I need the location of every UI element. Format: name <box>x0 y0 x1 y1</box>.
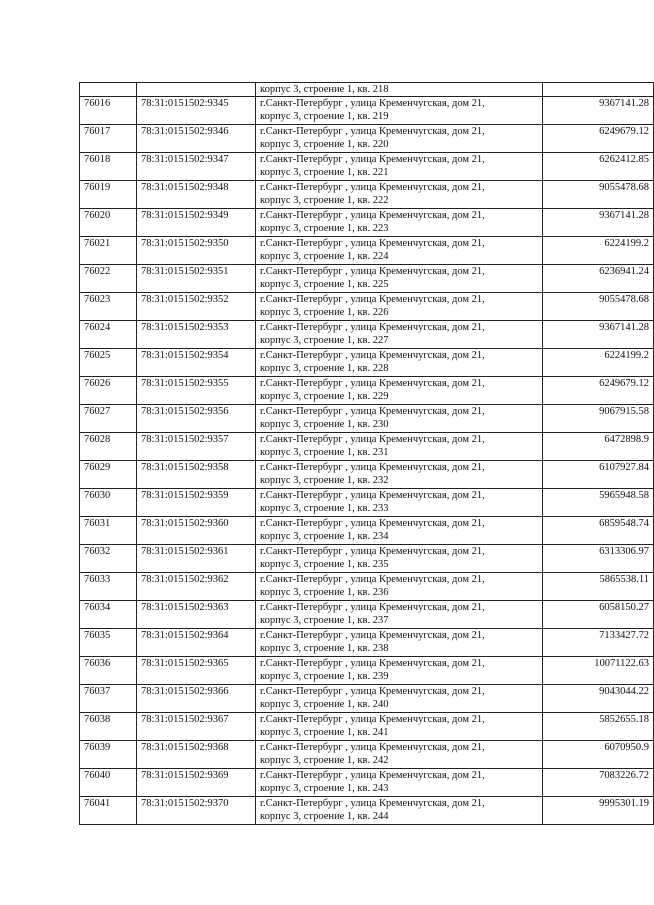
price-cell: 9367141.28 <box>543 209 654 237</box>
address-line-2: корпус 3, строение 1, кв. 237 <box>260 615 389 626</box>
table-row <box>80 629 654 657</box>
row-number-cell: 76017 <box>80 125 137 153</box>
address-line-2: корпус 3, строение 1, кв. 219 <box>260 111 389 122</box>
address-cell <box>256 293 543 321</box>
cadastral-number-cell: 78:31:0151502:9370 <box>137 797 256 825</box>
table-row <box>80 349 654 377</box>
cadastral-number-cell: 78:31:0151502:9345 <box>137 97 256 125</box>
table-row <box>80 181 654 209</box>
cadastral-number-cell: 78:31:0151502:9353 <box>137 321 256 349</box>
cadastral-number-cell: 78:31:0151502:9369 <box>137 769 256 797</box>
table-row-continuation <box>80 83 654 97</box>
price-cell: 6249679.12 <box>543 125 654 153</box>
price-cell: 9995301.19 <box>543 797 654 825</box>
cadastral-number-cell: 78:31:0151502:9347 <box>137 153 256 181</box>
address-line-2: корпус 3, строение 1, кв. 225 <box>260 279 389 290</box>
address-line-1: г.Санкт-Петербург , улица Кременчугская, дом 21, <box>260 462 485 473</box>
address-line-2: корпус 3, строение 1, кв. 228 <box>260 363 389 374</box>
address-line-2: корпус 3, строение 1, кв. 242 <box>260 755 389 766</box>
address-cell <box>256 573 543 601</box>
cadastral-number-cell: 78:31:0151502:9348 <box>137 181 256 209</box>
cadastral-number-cell: 78:31:0151502:9351 <box>137 265 256 293</box>
table-row <box>80 741 654 769</box>
address-line-2: корпус 3, строение 1, кв. 243 <box>260 783 389 794</box>
table-row <box>80 321 654 349</box>
address-line-1: г.Санкт-Петербург , улица Кременчугская, дом 21, <box>260 686 485 697</box>
row-number-cell: 76040 <box>80 769 137 797</box>
address-cell <box>256 83 543 97</box>
row-number-cell: 76020 <box>80 209 137 237</box>
row-number-cell: 76027 <box>80 405 137 433</box>
price-cell: 6249679.12 <box>543 377 654 405</box>
address-cell <box>256 349 543 377</box>
table-row <box>80 573 654 601</box>
address-cell <box>256 517 543 545</box>
cadastral-number-cell: 78:31:0151502:9356 <box>137 405 256 433</box>
address-line-1: г.Санкт-Петербург , улица Кременчугская, дом 21, <box>260 378 485 389</box>
address-cell <box>256 657 543 685</box>
address-line-2: корпус 3, строение 1, кв. 233 <box>260 503 389 514</box>
row-number-cell: 76038 <box>80 713 137 741</box>
address-line-2: корпус 3, строение 1, кв. 239 <box>260 671 389 682</box>
row-number-cell: 76037 <box>80 685 137 713</box>
price-cell: 6262412.85 <box>543 153 654 181</box>
cadastral-number-cell: 78:31:0151502:9361 <box>137 545 256 573</box>
table-row <box>80 433 654 461</box>
address-line-1: г.Санкт-Петербург , улица Кременчугская, дом 21, <box>260 658 485 669</box>
row-number-cell: 76016 <box>80 97 137 125</box>
address-line-1: г.Санкт-Петербург , улица Кременчугская, дом 21, <box>260 154 485 165</box>
price-cell: 6224199.2 <box>543 349 654 377</box>
address-line-1: г.Санкт-Петербург , улица Кременчугская, дом 21, <box>260 434 485 445</box>
table-row <box>80 769 654 797</box>
address-cell <box>256 629 543 657</box>
row-number-cell: 76034 <box>80 601 137 629</box>
price-cell: 6472898.9 <box>543 433 654 461</box>
address-line-1: г.Санкт-Петербург , улица Кременчугская, дом 21, <box>260 266 485 277</box>
address-line-1: г.Санкт-Петербург , улица Кременчугская, дом 21, <box>260 350 485 361</box>
address-line-2: корпус 3, строение 1, кв. 220 <box>260 139 389 150</box>
address-line-2: корпус 3, строение 1, кв. 221 <box>260 167 389 178</box>
address-line-1: г.Санкт-Петербург , улица Кременчугская, дом 21, <box>260 602 485 613</box>
row-number-cell: 76041 <box>80 797 137 825</box>
address-line-1: г.Санкт-Петербург , улица Кременчугская, дом 21, <box>260 490 485 501</box>
cadastral-number-cell: 78:31:0151502:9357 <box>137 433 256 461</box>
address-cell <box>256 489 543 517</box>
cadastral-number-cell: 78:31:0151502:9349 <box>137 209 256 237</box>
address-line-2: корпус 3, строение 1, кв. 232 <box>260 475 389 486</box>
cadastral-number-cell: 78:31:0151502:9360 <box>137 517 256 545</box>
address-cell <box>256 545 543 573</box>
table-row <box>80 377 654 405</box>
cadastral-number-cell: 78:31:0151502:9350 <box>137 237 256 265</box>
price-cell: 6107927.84 <box>543 461 654 489</box>
price-cell: 7133427.72 <box>543 629 654 657</box>
cadastral-number-cell: 78:31:0151502:9366 <box>137 685 256 713</box>
cadastral-number-cell: 78:31:0151502:9364 <box>137 629 256 657</box>
row-number-cell: 76029 <box>80 461 137 489</box>
address-line-2: корпус 3, строение 1, кв. 231 <box>260 447 389 458</box>
row-number-cell: 76028 <box>80 433 137 461</box>
address-cell <box>256 461 543 489</box>
address-cell <box>256 181 543 209</box>
row-number-cell: 76036 <box>80 657 137 685</box>
cadastral-number-cell: 78:31:0151502:9363 <box>137 601 256 629</box>
cadastral-number-cell: 78:31:0151502:9355 <box>137 377 256 405</box>
address-cell <box>256 97 543 125</box>
price-cell: 6859548.74 <box>543 517 654 545</box>
cadastral-number-cell <box>137 83 256 97</box>
table-row <box>80 97 654 125</box>
cadastral-number-cell: 78:31:0151502:9367 <box>137 713 256 741</box>
address-cell <box>256 713 543 741</box>
address-line-2: корпус 3, строение 1, кв. 218 <box>260 84 389 95</box>
table-row <box>80 265 654 293</box>
address-line-2: корпус 3, строение 1, кв. 244 <box>260 811 389 822</box>
price-cell: 10071122.63 <box>543 657 654 685</box>
address-line-1: г.Санкт-Петербург , улица Кременчугская, дом 21, <box>260 322 485 333</box>
table-row <box>80 209 654 237</box>
address-line-1: г.Санкт-Петербург , улица Кременчугская, дом 21, <box>260 574 485 585</box>
table-row <box>80 293 654 321</box>
address-line-2: корпус 3, строение 1, кв. 224 <box>260 251 389 262</box>
row-number-cell: 76026 <box>80 377 137 405</box>
cadastral-number-cell: 78:31:0151502:9359 <box>137 489 256 517</box>
address-cell <box>256 321 543 349</box>
table-row <box>80 545 654 573</box>
price-cell: 9067915.58 <box>543 405 654 433</box>
address-line-1: г.Санкт-Петербург , улица Кременчугская, дом 21, <box>260 126 485 137</box>
address-cell <box>256 405 543 433</box>
table-row <box>80 125 654 153</box>
price-cell: 6070950.9 <box>543 741 654 769</box>
cadastral-number-cell: 78:31:0151502:9365 <box>137 657 256 685</box>
price-cell: 9055478.68 <box>543 181 654 209</box>
price-cell: 5852655.18 <box>543 713 654 741</box>
price-cell: 9367141.28 <box>543 321 654 349</box>
address-line-1: г.Санкт-Петербург , улица Кременчугская, дом 21, <box>260 742 485 753</box>
address-line-2: корпус 3, строение 1, кв. 227 <box>260 335 389 346</box>
price-cell: 6224199.2 <box>543 237 654 265</box>
address-cell <box>256 377 543 405</box>
price-cell: 9055478.68 <box>543 293 654 321</box>
table-row <box>80 601 654 629</box>
cadastral-number-cell: 78:31:0151502:9354 <box>137 349 256 377</box>
address-line-1: г.Санкт-Петербург , улица Кременчугская, дом 21, <box>260 770 485 781</box>
property-register-table <box>79 82 654 825</box>
row-number-cell: 76021 <box>80 237 137 265</box>
address-cell <box>256 741 543 769</box>
address-cell <box>256 685 543 713</box>
price-cell: 5965948.58 <box>543 489 654 517</box>
address-cell <box>256 237 543 265</box>
table-row <box>80 461 654 489</box>
row-number-cell: 76025 <box>80 349 137 377</box>
price-cell: 7083226.72 <box>543 769 654 797</box>
row-number-cell: 76023 <box>80 293 137 321</box>
table-row <box>80 237 654 265</box>
address-cell <box>256 797 543 825</box>
cadastral-number-cell: 78:31:0151502:9362 <box>137 573 256 601</box>
price-cell <box>543 83 654 97</box>
cadastral-number-cell: 78:31:0151502:9358 <box>137 461 256 489</box>
table-row <box>80 713 654 741</box>
table-row <box>80 657 654 685</box>
row-number-cell: 76039 <box>80 741 137 769</box>
address-line-2: корпус 3, строение 1, кв. 238 <box>260 643 389 654</box>
address-cell <box>256 153 543 181</box>
address-line-1: г.Санкт-Петербург , улица Кременчугская, дом 21, <box>260 630 485 641</box>
address-line-2: корпус 3, строение 1, кв. 236 <box>260 587 389 598</box>
address-line-1: г.Санкт-Петербург , улица Кременчугская, дом 21, <box>260 546 485 557</box>
table-row <box>80 685 654 713</box>
address-line-1: г.Санкт-Петербург , улица Кременчугская, дом 21, <box>260 182 485 193</box>
address-cell <box>256 769 543 797</box>
row-number-cell: 76022 <box>80 265 137 293</box>
address-cell <box>256 601 543 629</box>
address-line-1: г.Санкт-Петербург , улица Кременчугская, дом 21, <box>260 406 485 417</box>
address-line-2: корпус 3, строение 1, кв. 241 <box>260 727 389 738</box>
address-cell <box>256 433 543 461</box>
table-row <box>80 153 654 181</box>
address-line-2: корпус 3, строение 1, кв. 226 <box>260 307 389 318</box>
address-line-2: корпус 3, строение 1, кв. 235 <box>260 559 389 570</box>
address-line-1: г.Санкт-Петербург , улица Кременчугская, дом 21, <box>260 210 485 221</box>
table-row <box>80 405 654 433</box>
row-number-cell: 76019 <box>80 181 137 209</box>
cadastral-number-cell: 78:31:0151502:9346 <box>137 125 256 153</box>
row-number-cell: 76031 <box>80 517 137 545</box>
row-number-cell: 76035 <box>80 629 137 657</box>
table-row <box>80 489 654 517</box>
address-cell <box>256 125 543 153</box>
price-cell: 6313306.97 <box>543 545 654 573</box>
address-line-1: г.Санкт-Петербург , улица Кременчугская, дом 21, <box>260 518 485 529</box>
row-number-cell: 76033 <box>80 573 137 601</box>
cadastral-number-cell: 78:31:0151502:9368 <box>137 741 256 769</box>
price-cell: 6058150.27 <box>543 601 654 629</box>
address-line-1: г.Санкт-Петербург , улица Кременчугская, дом 21, <box>260 798 485 809</box>
table-row <box>80 797 654 825</box>
address-cell <box>256 265 543 293</box>
address-line-1: г.Санкт-Петербург , улица Кременчугская, дом 21, <box>260 238 485 249</box>
address-line-2: корпус 3, строение 1, кв. 230 <box>260 419 389 430</box>
row-number-cell: 76024 <box>80 321 137 349</box>
address-line-1: г.Санкт-Петербург , улица Кременчугская, дом 21, <box>260 714 485 725</box>
address-line-2: корпус 3, строение 1, кв. 223 <box>260 223 389 234</box>
address-line-2: корпус 3, строение 1, кв. 229 <box>260 391 389 402</box>
address-line-2: корпус 3, строение 1, кв. 222 <box>260 195 389 206</box>
address-line-2: корпус 3, строение 1, кв. 240 <box>260 699 389 710</box>
row-number-cell: 76018 <box>80 153 137 181</box>
address-line-2: корпус 3, строение 1, кв. 234 <box>260 531 389 542</box>
row-number-cell <box>80 83 137 97</box>
price-cell: 6236941.24 <box>543 265 654 293</box>
row-number-cell: 76032 <box>80 545 137 573</box>
price-cell: 5865538.11 <box>543 573 654 601</box>
cadastral-number-cell: 78:31:0151502:9352 <box>137 293 256 321</box>
row-number-cell: 76030 <box>80 489 137 517</box>
table-body <box>80 83 654 825</box>
price-cell: 9043044.22 <box>543 685 654 713</box>
address-cell <box>256 209 543 237</box>
address-line-1: г.Санкт-Петербург , улица Кременчугская, дом 21, <box>260 98 485 109</box>
address-line-1: г.Санкт-Петербург , улица Кременчугская, дом 21, <box>260 294 485 305</box>
price-cell: 9367141.28 <box>543 97 654 125</box>
table-row <box>80 517 654 545</box>
